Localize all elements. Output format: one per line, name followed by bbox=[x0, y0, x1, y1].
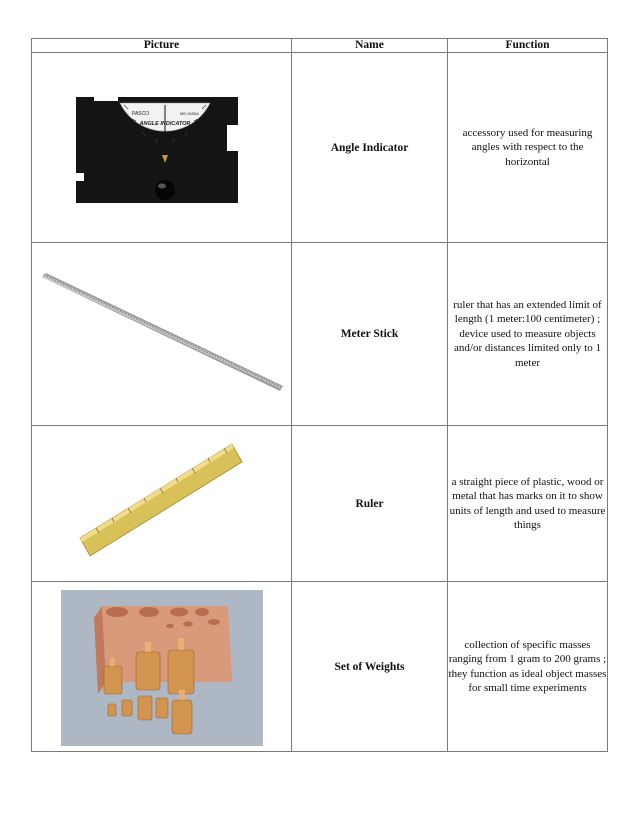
function-cell: collection of specific masses ranging from 1 gram to 200 grams ; they function as ideal object masses for small time experiments bbox=[448, 582, 608, 752]
table-row bbox=[32, 53, 608, 243]
function-cell: accessory used for measuring angles with respect to the horizontal bbox=[448, 53, 608, 243]
table-row bbox=[32, 243, 608, 426]
picture-cell bbox=[32, 582, 292, 752]
picture-cell bbox=[32, 243, 292, 426]
equipment-table bbox=[31, 38, 608, 752]
name-cell: Meter Stick bbox=[292, 243, 448, 426]
function-cell: a straight piece of plastic, wood or metal that has marks on it to show units of length and used to measure things bbox=[448, 426, 608, 582]
dial-title-text: ANGLE INDICATOR bbox=[139, 121, 191, 127]
dial-model-text: ME-9495A bbox=[180, 111, 199, 116]
picture-cell bbox=[32, 53, 292, 243]
function-cell: ruler that has an extended limit of length (1 meter:100 centimeter) ; device used to measure objects and/or distances limited only to 1 meter bbox=[448, 243, 608, 426]
header-function: Function bbox=[448, 39, 608, 53]
table-row bbox=[32, 426, 608, 582]
angle-indicator-image bbox=[32, 53, 291, 243]
header-row bbox=[32, 39, 608, 53]
meter-stick-image bbox=[32, 243, 291, 426]
weights-set-image bbox=[32, 582, 291, 752]
name-cell: Set of Weights bbox=[292, 582, 448, 752]
name-cell: Ruler bbox=[292, 426, 448, 582]
dial-brand-text: PASCO bbox=[132, 111, 150, 117]
header-picture: Picture bbox=[32, 39, 292, 53]
ruler-image bbox=[32, 426, 291, 582]
name-cell: Angle Indicator bbox=[292, 53, 448, 243]
picture-cell bbox=[32, 426, 292, 582]
table-row bbox=[32, 582, 608, 752]
header-name: Name bbox=[292, 39, 448, 53]
